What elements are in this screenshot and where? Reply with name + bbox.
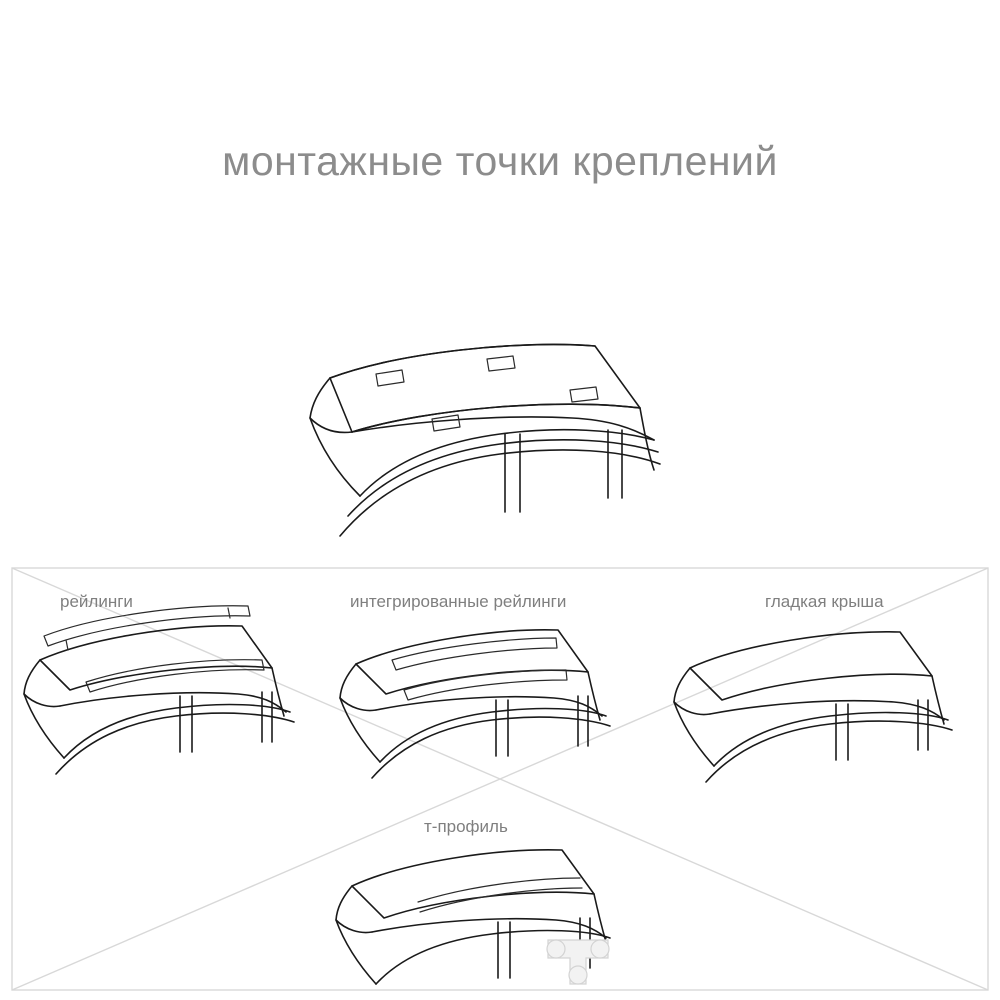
page-title: монтажные точки креплений [222, 138, 778, 184]
hero-roof-drawing [310, 344, 660, 536]
caption-t-profile: т-профиль [424, 817, 508, 836]
caption-smooth-roof: гладкая крыша [765, 592, 884, 611]
variant-rails-drawing [24, 606, 294, 774]
variant-t-profile-drawing [336, 850, 610, 984]
t-profile-section-icon [547, 940, 609, 984]
caption-integrated-rails: интегрированные рейлинги [350, 592, 567, 611]
variant-integrated-rails-drawing [340, 630, 610, 778]
caption-rails: рейлинги [60, 592, 133, 611]
variant-smooth-roof-drawing [674, 632, 952, 782]
